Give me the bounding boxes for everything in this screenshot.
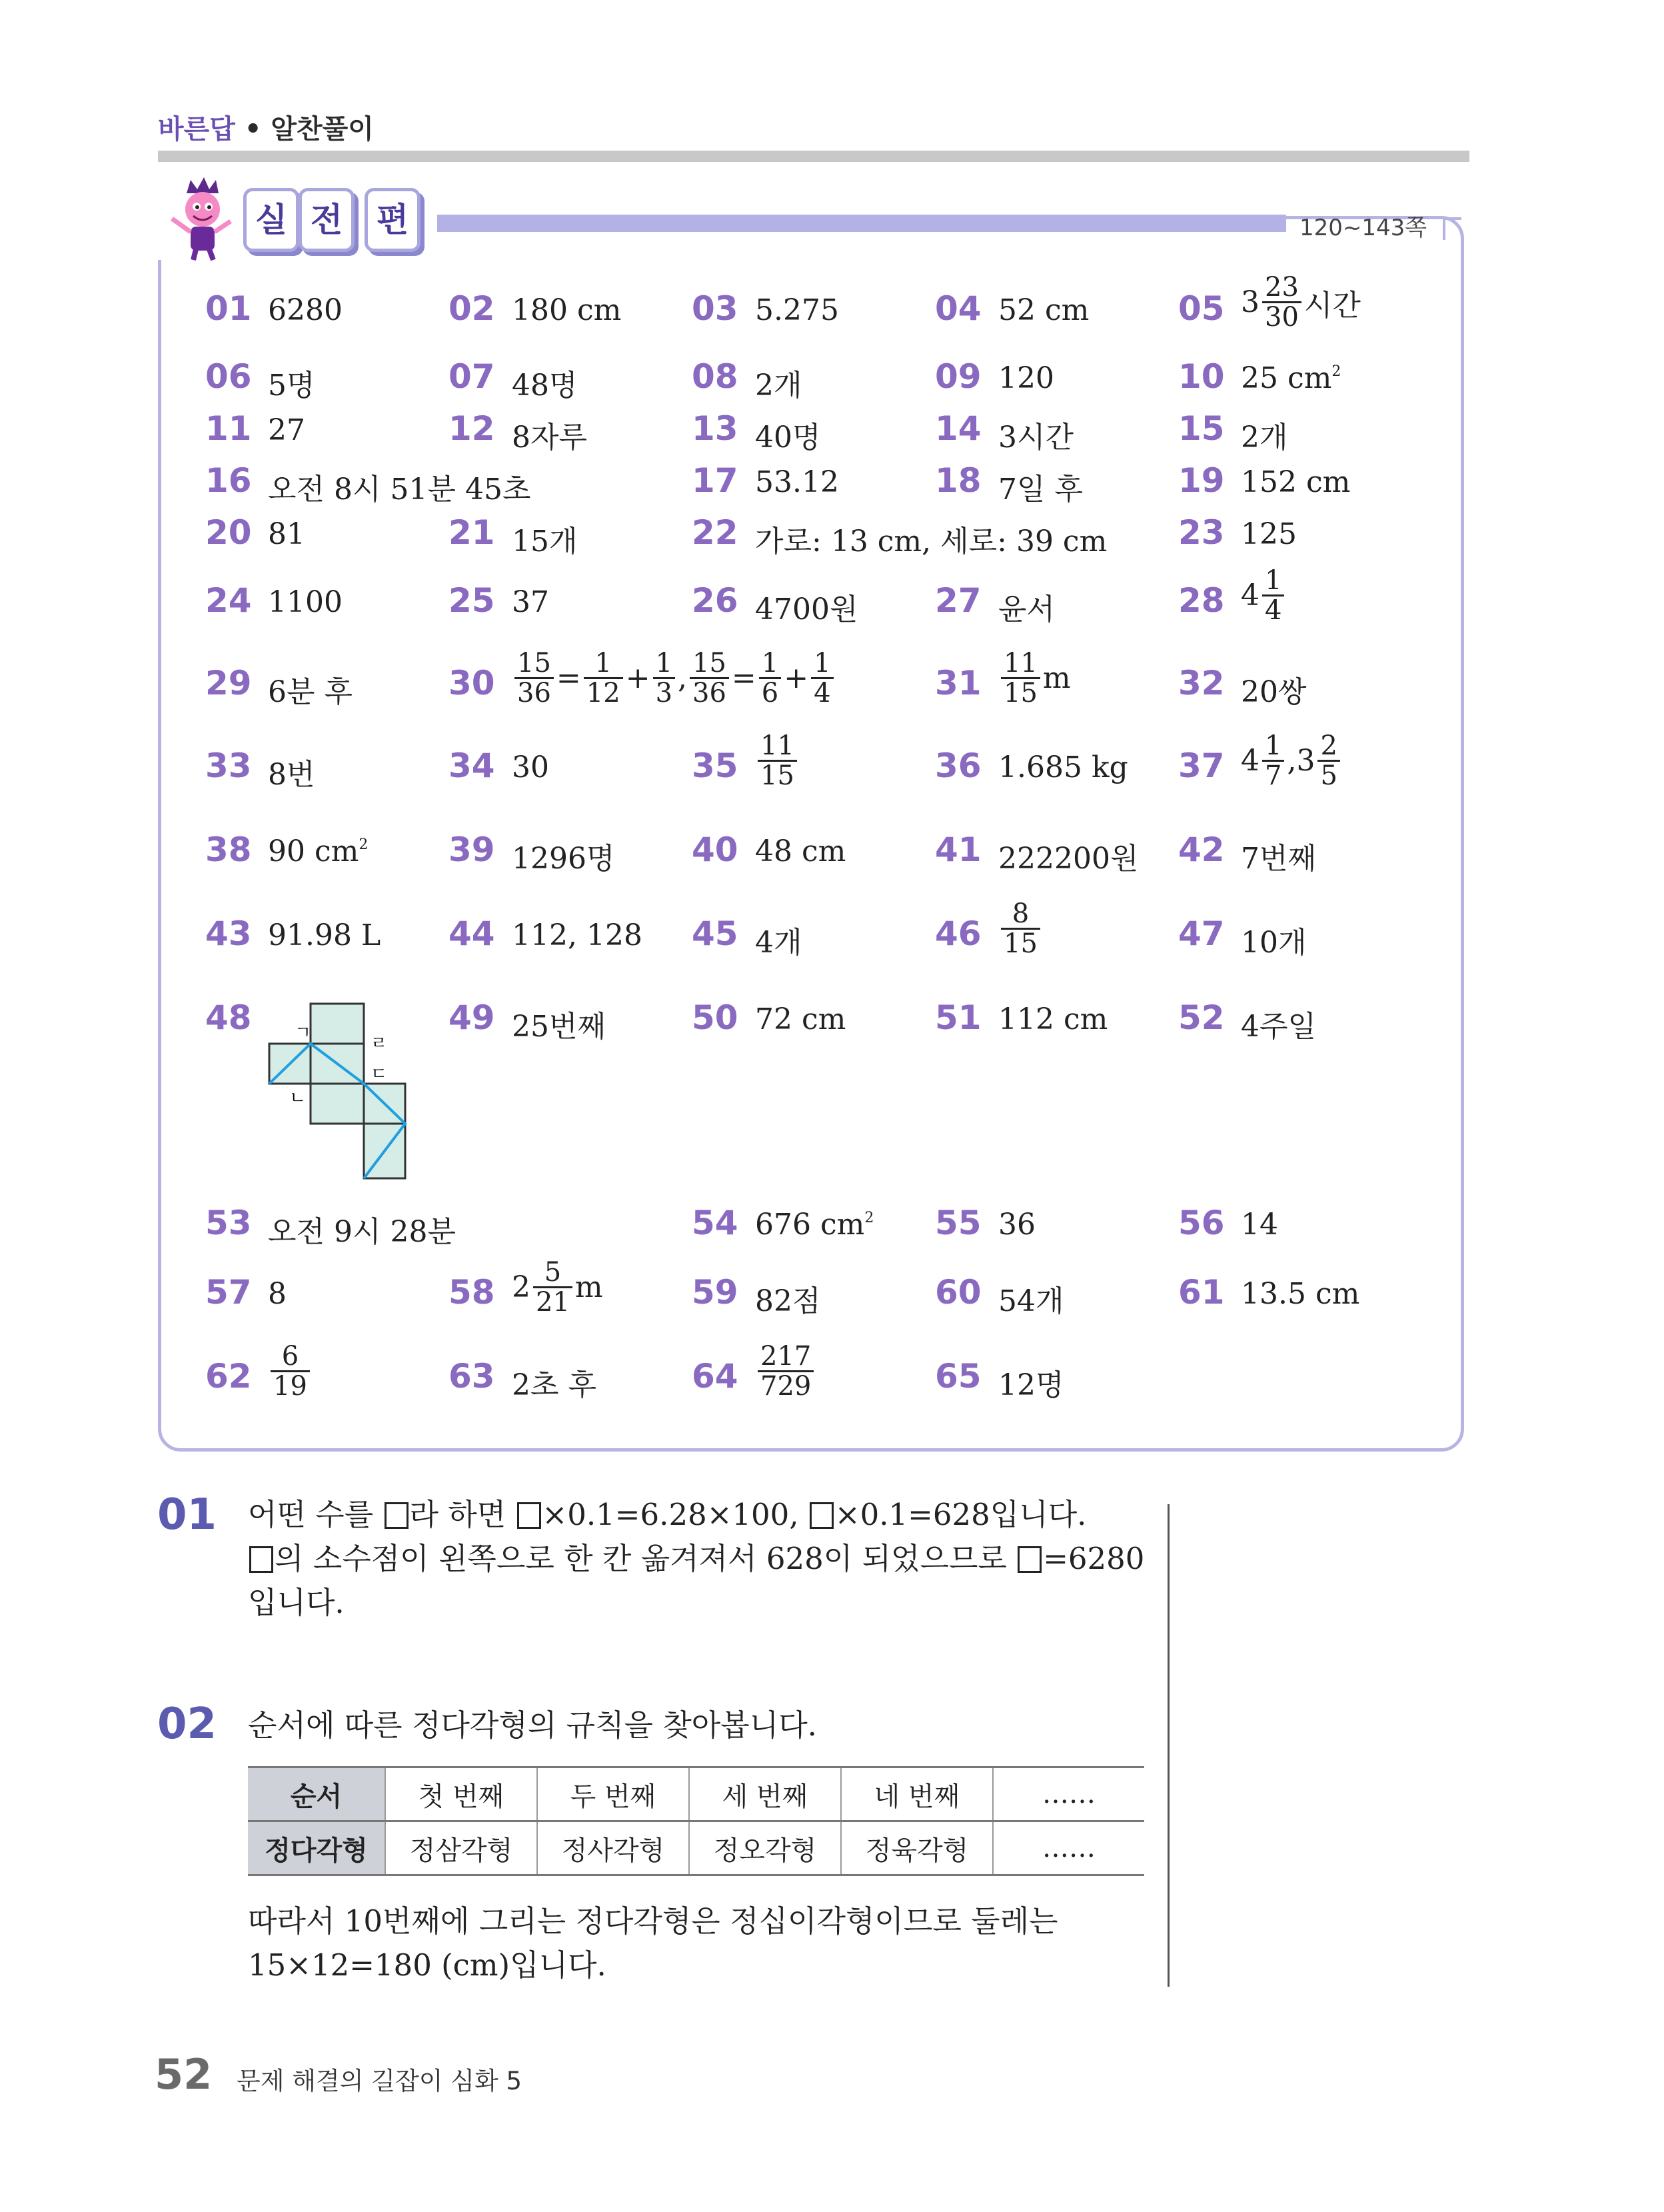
section-title-char-1: 실 xyxy=(243,188,299,252)
answer-text: 25번째 xyxy=(512,1010,606,1044)
fraction xyxy=(759,649,781,707)
answer-num: 01 xyxy=(205,289,252,328)
answer-num: 60 xyxy=(935,1273,982,1312)
fraction xyxy=(758,1342,814,1400)
answer-num: 64 xyxy=(692,1357,738,1396)
header-title-sep: • xyxy=(235,114,271,145)
solution-line: 순서에 따른 정다각형의 규칙을 찾아봅니다. xyxy=(248,1707,817,1743)
answer-text: 1.685 kg xyxy=(998,750,1128,784)
fraction xyxy=(514,649,554,707)
denominator: 21 xyxy=(536,1287,570,1318)
fraction xyxy=(584,649,623,707)
table-cell: 두 번째 xyxy=(537,1767,689,1821)
box-symbol xyxy=(1018,1546,1042,1573)
answer-num: 13 xyxy=(692,409,738,448)
table-cell: 첫 번째 xyxy=(385,1767,537,1821)
answer-num: 65 xyxy=(935,1357,982,1396)
numerator: 11 xyxy=(758,732,797,762)
denominator: 4 xyxy=(1265,595,1282,626)
numerator: 23 xyxy=(1262,273,1301,303)
answer-num: 33 xyxy=(205,746,252,785)
denominator: 5 xyxy=(1320,760,1337,791)
answer-text: 20쌍 xyxy=(1241,675,1307,709)
answer-num: 02 xyxy=(448,289,495,328)
denominator: 15 xyxy=(1004,678,1038,708)
answer-num: 16 xyxy=(205,461,252,500)
answer-text: 152 cm xyxy=(1241,465,1351,499)
unit: 시간 xyxy=(1303,288,1361,323)
mascot-icon xyxy=(167,175,247,261)
numerator: 1 xyxy=(811,649,833,679)
answer-num: 57 xyxy=(205,1273,252,1312)
denominator: 15 xyxy=(1004,928,1038,959)
section-title-char-2: 전 xyxy=(299,188,355,252)
table-cell: 정사각형 xyxy=(537,1821,689,1875)
answer-num: 23 xyxy=(1178,513,1225,552)
sequence-table xyxy=(248,1766,1144,1876)
answer-num: 17 xyxy=(692,461,738,500)
answer-text: 53.12 xyxy=(755,465,839,499)
answer-num: 09 xyxy=(935,357,982,396)
answer-text: 8 xyxy=(268,1277,287,1311)
text-span: ×0.1=6.28×100, xyxy=(542,1497,808,1532)
answer-num: 40 xyxy=(692,830,738,869)
answer-text: 14 xyxy=(1241,1208,1278,1242)
answer-num: 42 xyxy=(1178,830,1225,869)
denominator: 12 xyxy=(586,678,620,708)
solution-num: 02 xyxy=(157,1699,217,1749)
answer-num: 47 xyxy=(1178,914,1225,953)
text-span: ×0.1=628입니다. xyxy=(834,1497,1087,1532)
answer-num: 39 xyxy=(448,830,495,869)
answer-num: 19 xyxy=(1178,461,1225,500)
answer-text: 2개 xyxy=(755,369,802,403)
answer-mixed-fraction xyxy=(1241,273,1361,331)
denominator: 6 xyxy=(761,678,779,708)
numerator: 15 xyxy=(514,649,554,679)
answer-text: 8자루 xyxy=(512,421,588,455)
solution-num: 01 xyxy=(157,1490,217,1540)
table-cell: 정삼각형 xyxy=(385,1821,537,1875)
fraction xyxy=(1262,273,1301,331)
fraction xyxy=(1262,566,1284,624)
answer-equation xyxy=(512,649,836,707)
denominator: 15 xyxy=(760,760,794,791)
answer-text: 13.5 cm xyxy=(1241,1277,1360,1311)
answer-num: 50 xyxy=(692,998,738,1037)
table-header-cell: 정다각형 xyxy=(248,1821,385,1875)
answer-num: 58 xyxy=(448,1273,495,1312)
answer-text: 12명 xyxy=(998,1368,1064,1402)
answer-num: 28 xyxy=(1178,581,1225,620)
answer-text: 81 xyxy=(268,517,305,551)
comma: , xyxy=(678,661,688,695)
numerator: 5 xyxy=(533,1258,572,1288)
answer-text: 3시간 xyxy=(998,421,1074,455)
net-face xyxy=(311,1084,364,1124)
solution-text xyxy=(248,1899,1058,1987)
answer-text: 1100 xyxy=(268,585,343,619)
answer-num: 54 xyxy=(692,1204,738,1242)
answer-num: 44 xyxy=(448,914,495,953)
answer-mixed-fraction xyxy=(1241,566,1287,624)
table-row xyxy=(248,1767,1144,1821)
whole-part: 3 xyxy=(1296,744,1315,778)
answer-num: 61 xyxy=(1178,1273,1225,1312)
solution-line: 따라서 10번째에 그리는 정다각형은 정십이각형이므로 둘레는 xyxy=(248,1903,1058,1939)
answer-text: 54개 xyxy=(998,1284,1064,1318)
solution-line xyxy=(248,1493,1144,1537)
answer-num: 31 xyxy=(935,664,982,702)
plus-sign: + xyxy=(784,661,809,695)
fraction xyxy=(1262,732,1284,790)
header-title-left: 바른답 xyxy=(158,114,235,145)
denominator: 30 xyxy=(1265,302,1299,333)
numerator: 1 xyxy=(759,649,781,679)
section-title-char-3: 편 xyxy=(365,188,420,252)
answer-num: 04 xyxy=(935,289,982,328)
whole-part: 4 xyxy=(1241,578,1259,612)
page-number: 52 xyxy=(155,2050,213,2099)
answer-value: 25 cm xyxy=(1241,361,1332,395)
denominator: 3 xyxy=(655,678,673,708)
table-cell: 정오각형 xyxy=(689,1821,841,1875)
answer-num: 35 xyxy=(692,746,738,785)
answer-text: 48명 xyxy=(512,369,578,403)
superscript: 2 xyxy=(1331,363,1341,380)
text-span: 의 소수점이 왼쪽으로 한 칸 옮겨져서 628이 되었으므로 xyxy=(275,1541,1017,1576)
fraction xyxy=(758,732,797,790)
fraction xyxy=(1001,649,1040,707)
numerator: 1 xyxy=(584,649,623,679)
answer-num: 49 xyxy=(448,998,495,1037)
answer-num: 27 xyxy=(935,581,982,620)
answer-num: 08 xyxy=(692,357,738,396)
answer-text: 6분 후 xyxy=(268,675,353,709)
header-bar xyxy=(158,151,1469,162)
answer-text: 112, 128 xyxy=(512,918,642,952)
numerator: 6 xyxy=(271,1342,310,1372)
answer-num: 56 xyxy=(1178,1204,1225,1242)
answer-text: 125 xyxy=(1241,517,1297,551)
answer-num: 05 xyxy=(1178,289,1225,328)
equals-sign: = xyxy=(556,661,581,695)
answer-num: 06 xyxy=(205,357,252,396)
whole-part: 4 xyxy=(1241,744,1259,778)
answer-fraction xyxy=(998,900,1043,958)
answer-num: 62 xyxy=(205,1357,252,1396)
answer-num: 43 xyxy=(205,914,252,953)
numerator: 217 xyxy=(758,1342,814,1372)
answer-num: 12 xyxy=(448,409,495,448)
answer-num: 45 xyxy=(692,914,738,953)
answer-num: 38 xyxy=(205,830,252,869)
box-symbol xyxy=(517,1502,541,1529)
answer-value: 90 cm xyxy=(268,834,359,868)
answer-num: 30 xyxy=(448,664,495,702)
answer-text: 40명 xyxy=(755,421,821,455)
answer-fraction xyxy=(755,1342,816,1400)
answer-num: 07 xyxy=(448,357,495,396)
box-symbol xyxy=(385,1502,409,1529)
answer-text: 30 xyxy=(512,750,549,784)
answer-num: 53 xyxy=(205,1204,252,1242)
table-cell: 정육각형 xyxy=(841,1821,993,1875)
header-title-right: 알찬풀이 xyxy=(271,114,374,145)
answer-text: 오전 8시 51분 45초 xyxy=(268,473,531,507)
answer-text: 222200원 xyxy=(998,842,1139,876)
answer-mixed-fraction xyxy=(1241,732,1343,790)
numerator: 1 xyxy=(653,649,675,679)
whole-part: 3 xyxy=(1241,285,1259,319)
header-title xyxy=(158,108,374,146)
page-range: 120~143쪽 xyxy=(1299,215,1427,241)
text-span: 라 하면 xyxy=(409,1497,516,1532)
answer-num: 59 xyxy=(692,1273,738,1312)
table-row xyxy=(248,1821,1144,1875)
book-title: 문제 해결의 길잡이 심화 5 xyxy=(237,2067,522,2095)
fraction xyxy=(1317,732,1339,790)
answer-text: 112 cm xyxy=(998,1002,1108,1036)
answer-num: 36 xyxy=(935,746,982,785)
numerator: 1 xyxy=(1262,732,1284,762)
numerator: 8 xyxy=(1001,900,1040,930)
plus-sign: + xyxy=(625,661,650,695)
answer-text: 48 cm xyxy=(755,834,846,868)
answer-text: 가로: 13 cm, 세로: 39 cm xyxy=(755,525,1108,558)
answer-text: 180 cm xyxy=(512,293,622,327)
box-symbol xyxy=(249,1546,273,1573)
answer-num: 52 xyxy=(1178,998,1225,1037)
denominator: 19 xyxy=(273,1371,307,1402)
answer-text: 52 cm xyxy=(998,293,1090,327)
answer-num: 25 xyxy=(448,581,495,620)
answer-mixed-fraction xyxy=(512,1258,603,1316)
answer-num: 55 xyxy=(935,1204,982,1242)
denominator: 729 xyxy=(760,1371,812,1402)
comma: , xyxy=(1287,744,1297,778)
answer-num: 03 xyxy=(692,289,738,328)
answer-text: 7일 후 xyxy=(998,473,1083,507)
answer-num: 34 xyxy=(448,746,495,785)
answer-text: 10개 xyxy=(1241,926,1307,960)
answer-text: 82점 xyxy=(755,1284,821,1318)
answer-text: 4개 xyxy=(755,926,802,960)
answer-text: 37 xyxy=(512,585,549,619)
answer-num: 14 xyxy=(935,409,982,448)
numerator: 1 xyxy=(1262,566,1284,596)
answer-num: 26 xyxy=(692,581,738,620)
answer-text: 27 xyxy=(268,413,305,447)
cube-net-diagram xyxy=(264,997,424,1190)
text-span: 어떤 수를 xyxy=(248,1497,383,1532)
table-cell: …… xyxy=(993,1821,1144,1875)
table-cell: …… xyxy=(993,1767,1144,1821)
whole-part: 2 xyxy=(512,1270,530,1304)
answer-text: 120 xyxy=(998,361,1054,395)
answer-num: 63 xyxy=(448,1357,495,1396)
answer-text: 4주일 xyxy=(1241,1010,1317,1044)
answer-text: 8번 xyxy=(268,758,315,792)
answer-num: 29 xyxy=(205,664,252,702)
answer-text: 2개 xyxy=(1241,421,1288,455)
unit: m xyxy=(1042,661,1071,695)
answer-text: 오전 9시 28분 xyxy=(268,1215,456,1249)
answer-text: 2초 후 xyxy=(512,1368,596,1402)
answer-num: 22 xyxy=(692,513,738,552)
solution-text xyxy=(248,1493,1144,1625)
solution-line xyxy=(248,1537,1144,1581)
answer-num: 24 xyxy=(205,581,252,620)
solution-line: 15×12=180 (cm)입니다. xyxy=(248,1947,606,1983)
answer-text: 1296명 xyxy=(512,842,615,876)
equals-sign: = xyxy=(731,661,756,695)
answer-fraction xyxy=(755,732,800,790)
superscript: 2 xyxy=(864,1210,874,1226)
net-label-digeut: ㄷ xyxy=(371,1064,388,1084)
answer-text: 5.275 xyxy=(755,293,839,327)
range-bracket xyxy=(1443,217,1461,240)
answer-text: 윤서 xyxy=(998,592,1056,626)
answer-text: 15개 xyxy=(512,525,578,558)
answer-num: 15 xyxy=(1178,409,1225,448)
table-cell: 세 번째 xyxy=(689,1767,841,1821)
table-header-cell: 순서 xyxy=(248,1767,385,1821)
column-divider xyxy=(1168,1504,1170,1987)
numerator: 2 xyxy=(1317,732,1339,762)
denominator: 36 xyxy=(517,678,551,708)
answer-num: 51 xyxy=(935,998,982,1037)
numerator: 15 xyxy=(690,649,729,679)
answer-num: 46 xyxy=(935,914,982,953)
answer-text: 36 xyxy=(998,1208,1036,1242)
solution-line: 입니다. xyxy=(248,1585,345,1620)
answer-text: 6280 xyxy=(268,293,343,327)
answer-text xyxy=(268,834,368,868)
answer-value: 676 cm xyxy=(755,1208,865,1242)
answer-fraction xyxy=(998,649,1071,707)
fraction xyxy=(533,1258,572,1316)
net-label-rieul: ㄹ xyxy=(371,1034,388,1054)
denominator: 7 xyxy=(1265,760,1282,791)
box-symbol xyxy=(810,1502,834,1529)
net-label-giyeok: ㄱ xyxy=(295,1023,312,1043)
answer-panel xyxy=(158,216,1464,1452)
answer-text xyxy=(1241,361,1341,395)
answer-text: 91.98 L xyxy=(268,918,381,952)
denominator: 4 xyxy=(814,678,831,708)
text-span: =6280 xyxy=(1043,1541,1145,1576)
superscript: 2 xyxy=(359,836,369,853)
denominator: 36 xyxy=(692,678,726,708)
answer-text: 7번째 xyxy=(1241,842,1317,876)
net-face xyxy=(311,1004,364,1044)
fraction xyxy=(271,1342,310,1400)
answer-num: 18 xyxy=(935,461,982,500)
answer-fraction xyxy=(268,1342,313,1400)
answer-num: 21 xyxy=(448,513,495,552)
numerator: 11 xyxy=(1001,649,1040,679)
unit: m xyxy=(574,1270,603,1304)
answer-text: 4700원 xyxy=(755,592,858,626)
answer-text: 5명 xyxy=(268,369,315,403)
table-cell: 네 번째 xyxy=(841,1767,993,1821)
answer-num: 48 xyxy=(205,998,252,1037)
answer-text xyxy=(755,1208,874,1242)
answer-num: 10 xyxy=(1178,357,1225,396)
answer-num: 41 xyxy=(935,830,982,869)
fraction xyxy=(653,649,675,707)
fraction xyxy=(690,649,729,707)
answer-num: 11 xyxy=(205,409,252,448)
answer-text: 72 cm xyxy=(755,1002,846,1036)
net-label-nieun: ㄴ xyxy=(289,1088,307,1108)
answer-num: 32 xyxy=(1178,664,1225,702)
answer-num: 20 xyxy=(205,513,252,552)
fraction xyxy=(1001,900,1040,958)
answer-num: 37 xyxy=(1178,746,1225,785)
fraction xyxy=(811,649,833,707)
panel-stripe xyxy=(373,215,1286,232)
